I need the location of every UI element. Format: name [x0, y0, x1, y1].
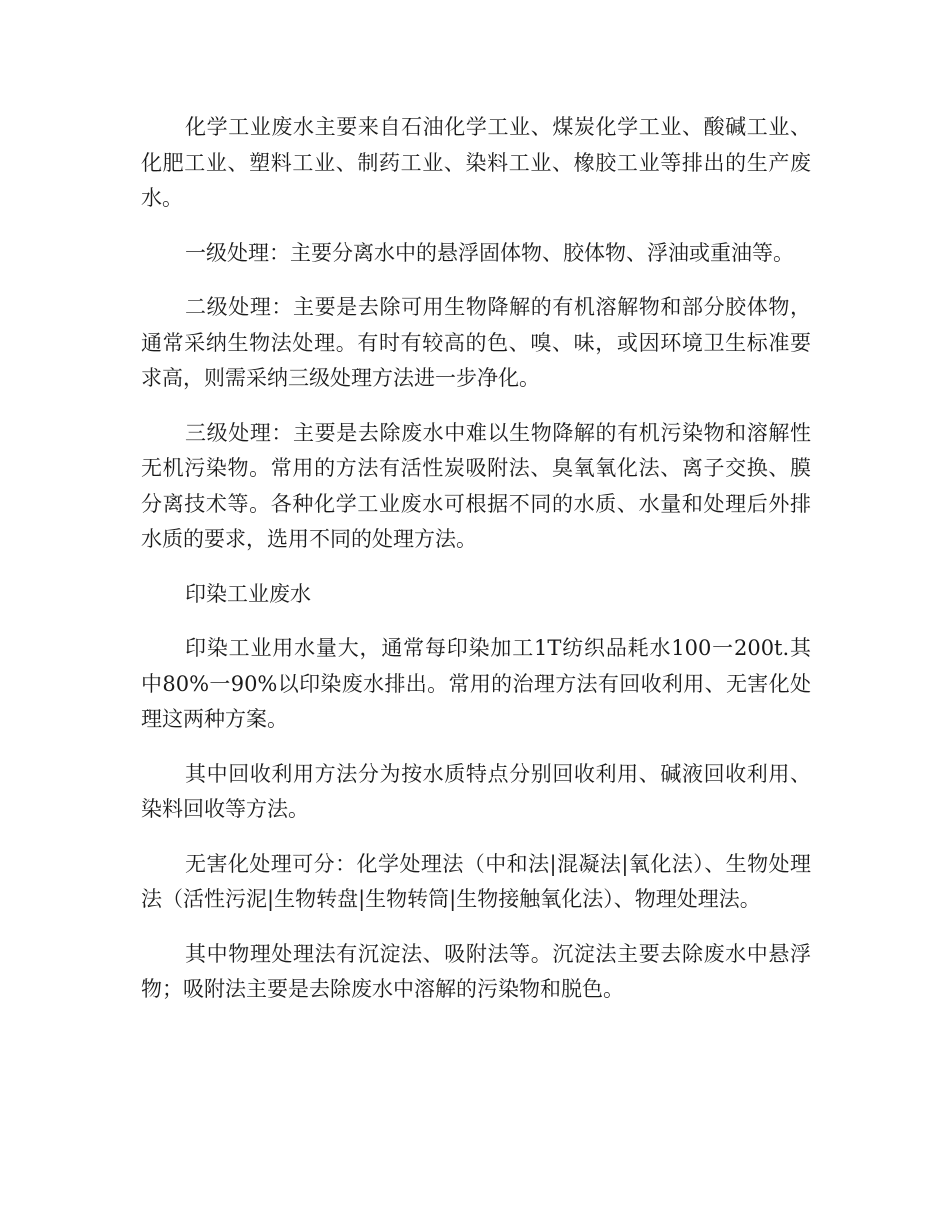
document-body [141, 110, 811, 1027]
paragraph-tertiary-treatment: 三级处理：主要是去除废水中难以生物降解的有机污染物和溶解性无机污染物。常用的方法有活性炭吸附法、臭氧氧化法、离子交换、膜分离技术等。各种化学工业废水可根据不同的水质、水量和处理后外排水质的要求，选用不同的处理方法。 [141, 420, 811, 551]
paragraph-physical-treatment: 其中物理处理法有沉淀法、吸附法等。沉淀法主要去除废水中悬浮物；吸附法主要是去除废水中溶解的污染物和脱色。 [141, 941, 811, 1001]
section-heading-dyeing-wastewater: 印染工业废水 [185, 581, 311, 606]
paragraph-primary-treatment: 一级处理：主要分离水中的悬浮固体物、胶体物、浮油或重油等。 [185, 240, 794, 265]
paragraph-recycling-methods: 其中回收利用方法分为按水质特点分别回收利用、碱液回收利用、染料回收等方法。 [141, 761, 811, 821]
paragraph-chemical-wastewater-sources: 化学工业废水主要来自石油化学工业、煤炭化学工业、酸碱工业、化肥工业、塑料工业、制药工业、染料工业、橡胶工业等排出的生产废水。 [141, 115, 811, 210]
paragraph-harmless-treatment: 无害化处理可分：化学处理法（中和法|混凝法|氧化法）、生物处理法（活性污泥|生物转盘|生物转筒|生物接触氧化法）、物理处理法。 [141, 851, 811, 911]
paragraph-secondary-treatment: 二级处理：主要是去除可用生物降解的有机溶解物和部分胶体物，通常采纳生物法处理。有时有较高的色、嗅、味，或因环境卫生标准要求高，则需采纳三级处理方法进一步净化。 [141, 295, 811, 390]
paragraph-dyeing-water-usage: 印染工业用水量大，通常每印染加工1T纺织品耗水100一200t.其中80%一90%以印染废水排出。常用的治理方法有回收利用、无害化处理这两种方案。 [141, 636, 811, 731]
